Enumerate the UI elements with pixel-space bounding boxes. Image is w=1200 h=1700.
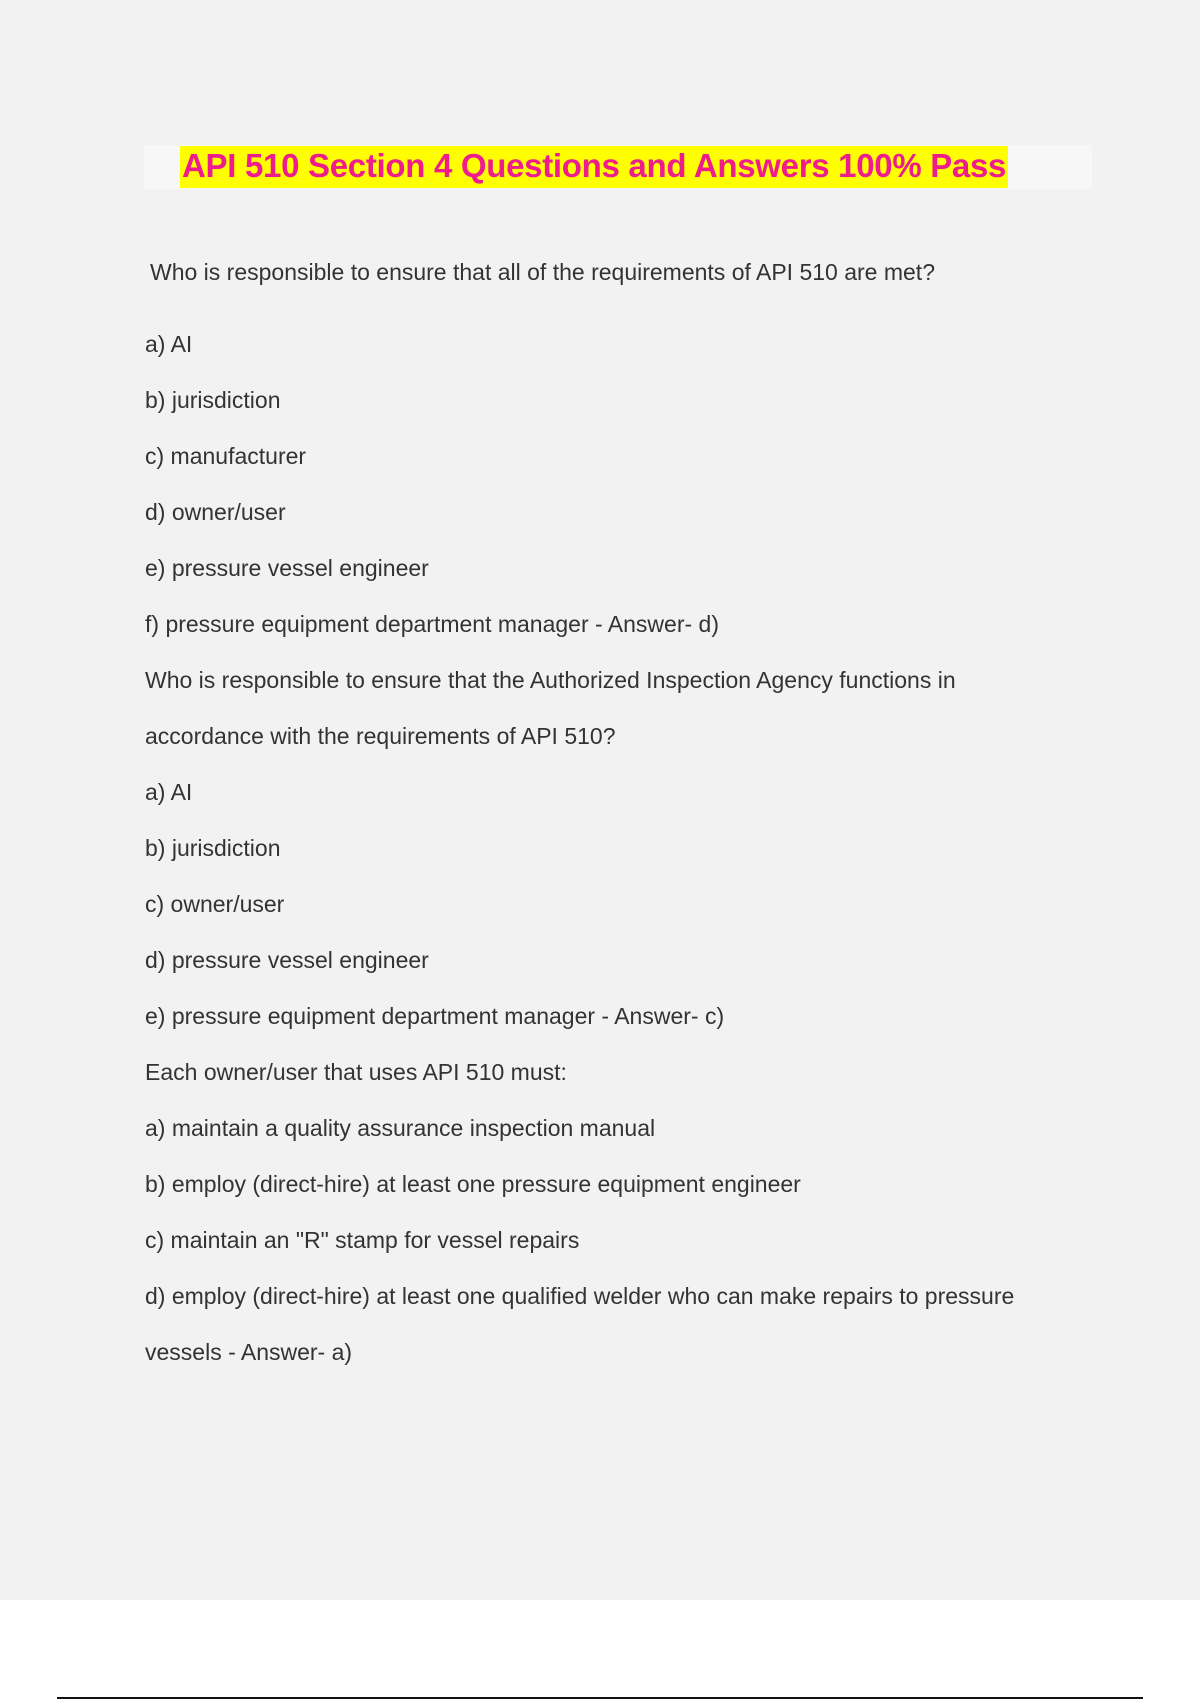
question-3-option-d-line-1: d) employ (direct-hire) at least one qualified welder who can make repairs to pressure <box>145 1283 1015 1309</box>
question-1-option-b: b) jurisdiction <box>145 387 281 413</box>
question-2-option-a: a) AI <box>145 779 193 805</box>
question-3-option-d-line-2-answer: vessels - Answer- a) <box>145 1339 353 1365</box>
question-2-text-line-1: Who is responsible to ensure that the Authorized Inspection Agency functions in <box>145 667 956 693</box>
question-list <box>145 244 1075 1380</box>
question-1-option-f-answer: f) pressure equipment department manager - Answer- d) <box>145 611 719 637</box>
document-title: API 510 Section 4 Questions and Answers 100% Pass <box>180 146 1008 188</box>
question-1-text: Who is responsible to ensure that all of the requirements of API 510 are met? <box>150 259 935 285</box>
footer-divider <box>57 1697 1143 1699</box>
question-1-option-a: a) AI <box>145 331 193 357</box>
question-2-option-d: d) pressure vessel engineer <box>145 947 429 973</box>
question-1-option-d: d) owner/user <box>145 499 286 525</box>
question-1-option-e: e) pressure vessel engineer <box>145 555 429 581</box>
question-2-option-c: c) owner/user <box>145 891 285 917</box>
question-3-text: Each owner/user that uses API 510 must: <box>145 1059 567 1085</box>
question-2-text-line-2: accordance with the requirements of API 510? <box>145 723 616 749</box>
question-3-option-b: b) employ (direct-hire) at least one pressure equipment engineer <box>145 1171 801 1197</box>
question-3-option-a: a) maintain a quality assurance inspection manual <box>145 1115 656 1141</box>
question-1-option-c: c) manufacturer <box>145 443 307 469</box>
question-2-option-e-answer: e) pressure equipment department manager - Answer- c) <box>145 1003 725 1029</box>
question-3-option-c: c) maintain an "R" stamp for vessel repairs <box>145 1227 580 1253</box>
question-2-option-b: b) jurisdiction <box>145 835 281 861</box>
